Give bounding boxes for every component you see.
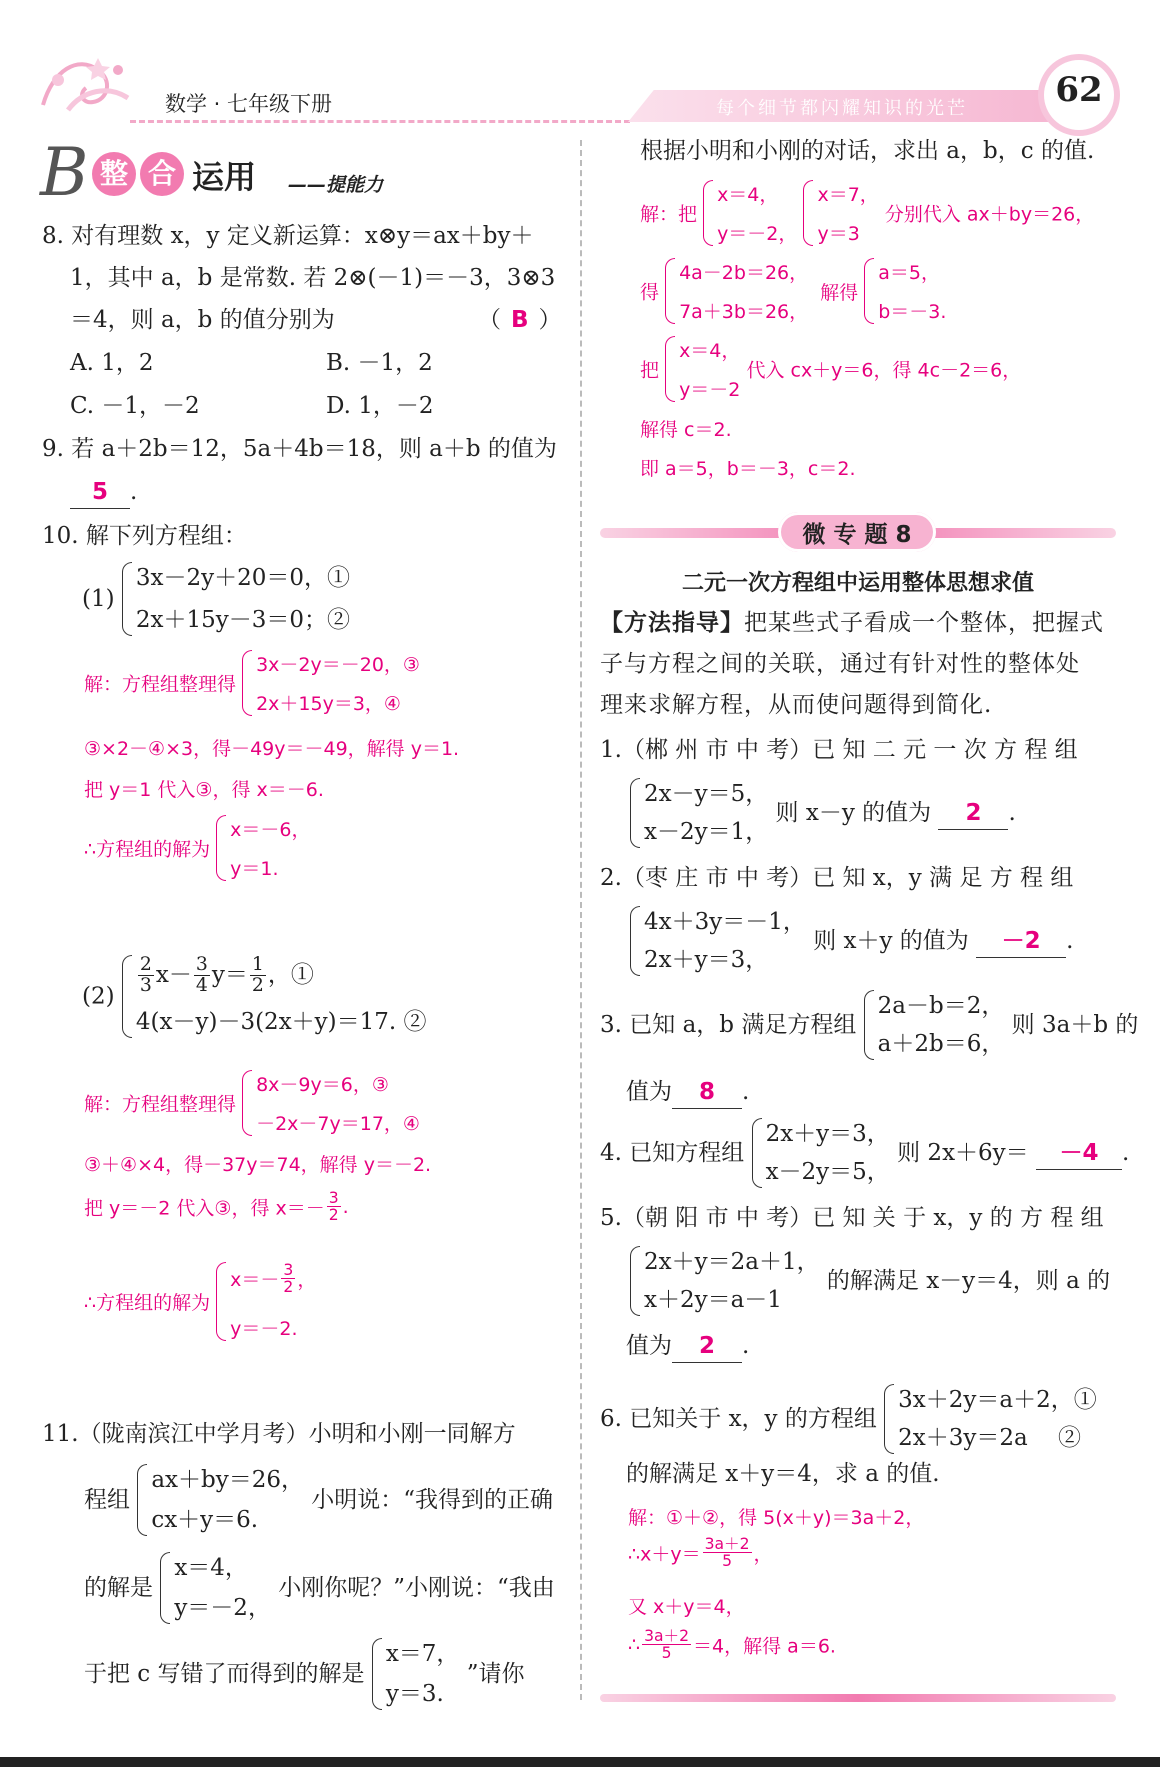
book-title: 数学 · 七年级下册 [165,92,333,116]
q9-line1: 9. 若 a＋2b＝12，5a＋4b＝18，则 a＋b 的值为 [42,436,557,462]
r5-line2: 2x＋y＝2a＋1， x＋2y＝a－1 的解满足 x－y＝4，则 a 的 [630,1246,1110,1316]
q10-part1-system: (1) 3x－2y＋20＝0，① 2x＋15y－3＝0；② [82,562,350,636]
slogan: 每个细节都闪耀知识的光芒 [716,98,968,119]
q8-answer: B [511,307,529,333]
r2-line1: 2.（枣 庄 市 中 考）已 知 x，y 满 足 方 程 组 [600,865,1074,891]
topic-label: 微 专 题 8 [802,522,912,548]
q10-part2-step3: 把 y＝－2 代入③，得 x＝－ $\frac{3}{2}$ . [84,1189,349,1225]
section-char-1: 整 [92,152,136,196]
q11-line5: 根据小明和小刚的对话，求出 a，b，c 的值. [640,138,1095,164]
r1-line1: 1.（郴 州 市 中 考）已 知 二 元 一 次 方 程 组 [600,737,1078,763]
q10-part1-step2: ③×2－④×3，得－49y＝－49，解得 y＝1. [84,738,460,760]
section-heading [40,134,560,211]
method-tag: 【方法指导】 [600,610,744,636]
q10-part2-step2: ③＋④×4，得－37y＝74，解得 y＝－2. [84,1154,432,1176]
topic-title: 二元一次方程组中运用整体思想求值 [681,571,1034,596]
r2-answer: －2 [976,925,1066,958]
r6-solution-step4: ∴ $\frac{3a+2}{5}$ ＝4，解得 a＝6. [628,1627,836,1663]
q8-line3: ＝4，则 a，b 的值分别为 [70,307,335,333]
q10-part2-step1: 解：方程组整理得 8x－9y＝6，③ －2x－7y＝17，④ [84,1070,420,1136]
method-line2: 子与方程之间的关联，通过有针对性的整体处 [600,651,1080,677]
r1-answer: 2 [938,797,1008,830]
section-char-3: 运用 [192,158,257,196]
q8-line2: 1，其中 a，b 是常数. 若 2⊗(－1)＝－3，3⊗3 [70,265,556,291]
section-sub: ——提能力 [288,174,384,196]
method-line1: 【方法指导】把某些式子看成一个整体，把握式 [600,610,1104,636]
r6-line2: 的解满足 x＋y＝4，求 a 的值. [626,1461,940,1487]
header-ornament [38,50,138,120]
r6-line1: 6. 已知关于 x，y 的方程组 3x＋2y＝a＋2，① 2x＋3y＝2a ② [600,1384,1097,1454]
r3-line1: 3. 已知 a，b 满足方程组 2a－b＝2， a＋2b＝6， 则 3a＋b 的 [600,990,1138,1060]
r4-line1: 4. 已知方程组 2x＋y＝3， x－2y＝5， 则 2x＋6y＝ －4 . [600,1118,1129,1188]
q11-solution-step1: 解：把 x＝4， y＝－2， x＝7， y＝3 分别代入 ax＋by＝26， [640,180,1094,246]
q9-answer: 5 [70,476,130,509]
q8-option-a: A. 1，2 [70,350,154,376]
q11-solution-step4: 解得 c＝2. [640,419,732,441]
r3-answer: 8 [672,1076,742,1109]
r6-solution-step1: 解：①＋②，得 5(x＋y)＝3a＋2， [628,1507,925,1529]
r2-line2: 4x＋3y＝－1， 2x＋y＝3， 则 x＋y 的值为 －2 . [630,906,1073,976]
q8-option-b: B. －1，2 [326,350,433,376]
q11-line1: 11.（陇南滨江中学月考）小明和小刚一同解方 [42,1421,516,1447]
q8-option-c: C. －1，－2 [70,393,200,419]
method-line3: 理来求解方程，从而使问题得到简化. [600,692,993,718]
q8-option-d: D. 1，－2 [326,393,434,419]
section-char-2: 合 [140,152,184,196]
q9-answer-line: 5 . [70,476,137,509]
q10-part1-solution: ∴方程组的解为 x＝－6， y＝1. [84,815,310,881]
r4-answer: －4 [1036,1137,1122,1170]
q11-solution-step5: 即 a＝5，b＝－3，c＝2. [640,458,856,480]
r5-answer: 2 [672,1330,742,1363]
r5-line3: 值为 2 . [626,1330,749,1363]
q10-part2-solution: ∴方程组的解为 x＝－ $\frac{3}{2}$ ， y＝－2. [84,1261,317,1340]
q11-line4: 于把 c 写错了而得到的解是 x＝7， y＝3. ”请你 [84,1638,525,1710]
r6-solution-step2: ∴x＋y＝ $\frac{3a+2}{5}$ ， [628,1535,773,1571]
header-dash-line [130,120,630,123]
q8-line1: 8. 对有理数 x，y 定义新运算：x⊗y＝ax＋by＋ [42,223,534,249]
q11-line3: 的解是 x＝4， y＝－2， 小刚你呢？”小刚说：“我由 [84,1552,555,1624]
q10-part2-system: (2) $\frac{2}{3}$ x－ $\frac{3}{4}$ y＝ $\frac{1}{2}$ ，① 4(x－y)－3(2x＋y)＝17. ② [82,955,427,1038]
r5-line1: 5.（朝 阳 市 中 考）已 知 关 于 x，y 的 方 程 组 [600,1205,1104,1231]
page-bottom-bar [0,1757,1160,1767]
r3-line2: 值为 8 . [626,1076,749,1109]
section-letter: B [40,134,89,211]
q8-answer-paren: （ B ） [478,307,562,333]
q11-line2: 程组 ax＋by＝26， cx＋y＝6. 小明说：“我得到的正确 [84,1464,553,1536]
page-number: 62 [1055,70,1103,110]
q10-part1-step3: 把 y＝1 代入③，得 x＝－6. [84,779,324,801]
bottom-rule [600,1694,1116,1702]
q10-part1-step1: 解：方程组整理得 3x－2y＝－20，③ 2x＋15y＝3，④ [84,650,420,716]
column-divider [580,140,582,1700]
r1-line2: 2x－y＝5， x－2y＝1， 则 x－y 的值为 2 . [630,778,1016,848]
q10-title: 10. 解下列方程组： [42,523,247,549]
q11-solution-step3: 把 x＝4， y＝－2 代入 cx＋y＝6，得 4c－2＝6， [640,336,1021,402]
r6-solution-step3: 又 x＋y＝4， [628,1596,745,1618]
q11-solution-step2: 得 4a－2b＝26， 7a＋3b＝26， 解得 a＝5， b＝－3. [640,258,946,324]
